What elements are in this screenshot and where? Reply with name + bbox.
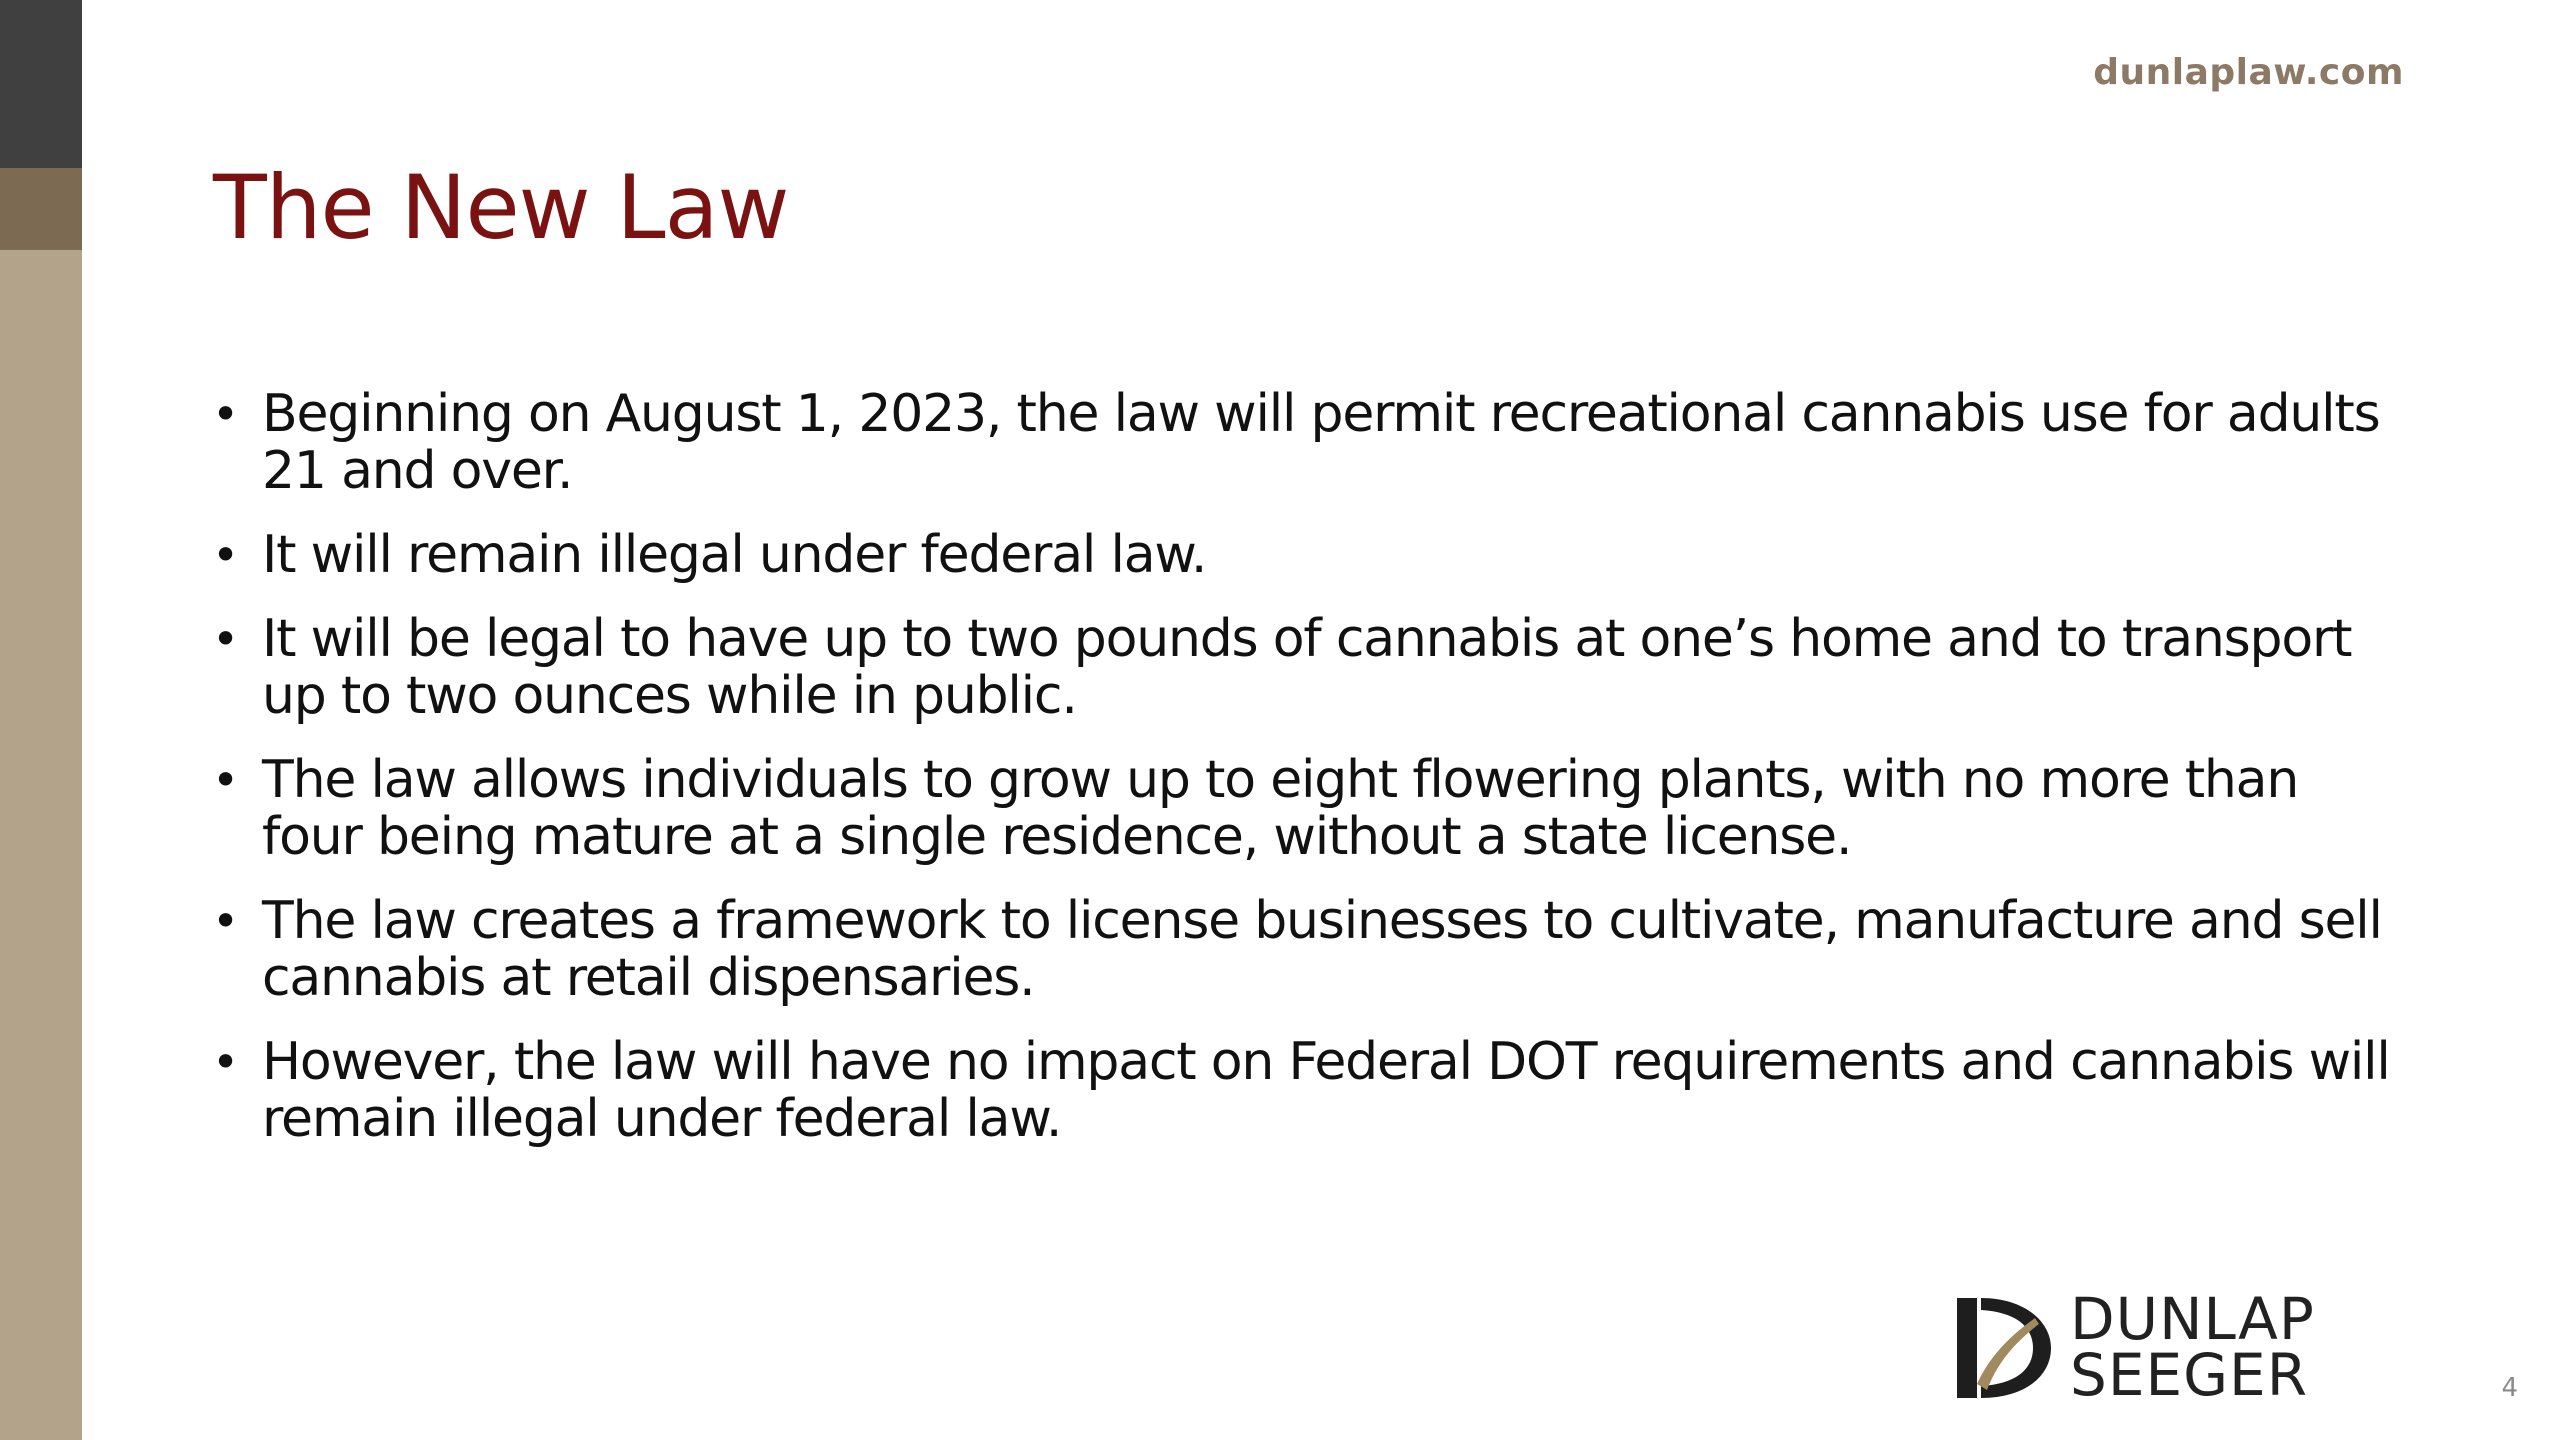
slide-title: The New Law xyxy=(213,156,789,259)
bullet-dot-icon: • xyxy=(212,528,238,582)
bullet-item xyxy=(212,1034,2412,1148)
sidebar-accent-tan xyxy=(0,250,82,1440)
bullet-item xyxy=(212,386,2412,500)
dunlap-seeger-d-mark-icon xyxy=(1955,1294,2055,1400)
logo-word-seeger: SEEGER xyxy=(2070,1341,2308,1409)
sidebar-accent-brown xyxy=(0,168,82,250)
page-number: 4 xyxy=(2501,1373,2518,1403)
bullet-dot-icon: • xyxy=(212,612,238,666)
sidebar-accent-dark xyxy=(0,0,82,168)
bullet-dot-icon: • xyxy=(212,1035,238,1089)
bullet-item xyxy=(212,527,2412,584)
logo-word-dunlap: DUNLAP xyxy=(2070,1285,2315,1353)
bullet-dot-icon: • xyxy=(212,753,238,807)
bullet-dot-icon: • xyxy=(212,387,238,441)
bullet-text: Beginning on August 1, 2023, the law will permit recreational cannabis use for adults 21 and over. xyxy=(262,384,2380,501)
bullet-text: The law creates a framework to license businesses to cultivate, manufacture and sell cannabis at retail dispensaries. xyxy=(262,891,2382,1008)
bullet-list xyxy=(212,386,2412,1175)
bullet-item xyxy=(212,611,2412,725)
bullet-text: It will be legal to have up to two pounds of cannabis at one’s home and to transport up to two ounces while in public. xyxy=(262,609,2352,726)
bullet-item xyxy=(212,893,2412,1007)
dunlap-seeger-logo xyxy=(1955,1285,2420,1409)
bullet-text: It will remain illegal under federal law. xyxy=(262,525,1207,585)
bullet-text: However, the law will have no impact on Federal DOT requirements and cannabis will remain illegal under federal law. xyxy=(262,1032,2390,1149)
site-url: dunlaplaw.com xyxy=(2093,52,2404,93)
bullet-item xyxy=(212,752,2412,866)
bullet-dot-icon: • xyxy=(212,894,238,948)
bullet-text: The law allows individuals to grow up to eight flowering plants, with no more than four being mature at a single residence, without a state license. xyxy=(262,750,2299,867)
